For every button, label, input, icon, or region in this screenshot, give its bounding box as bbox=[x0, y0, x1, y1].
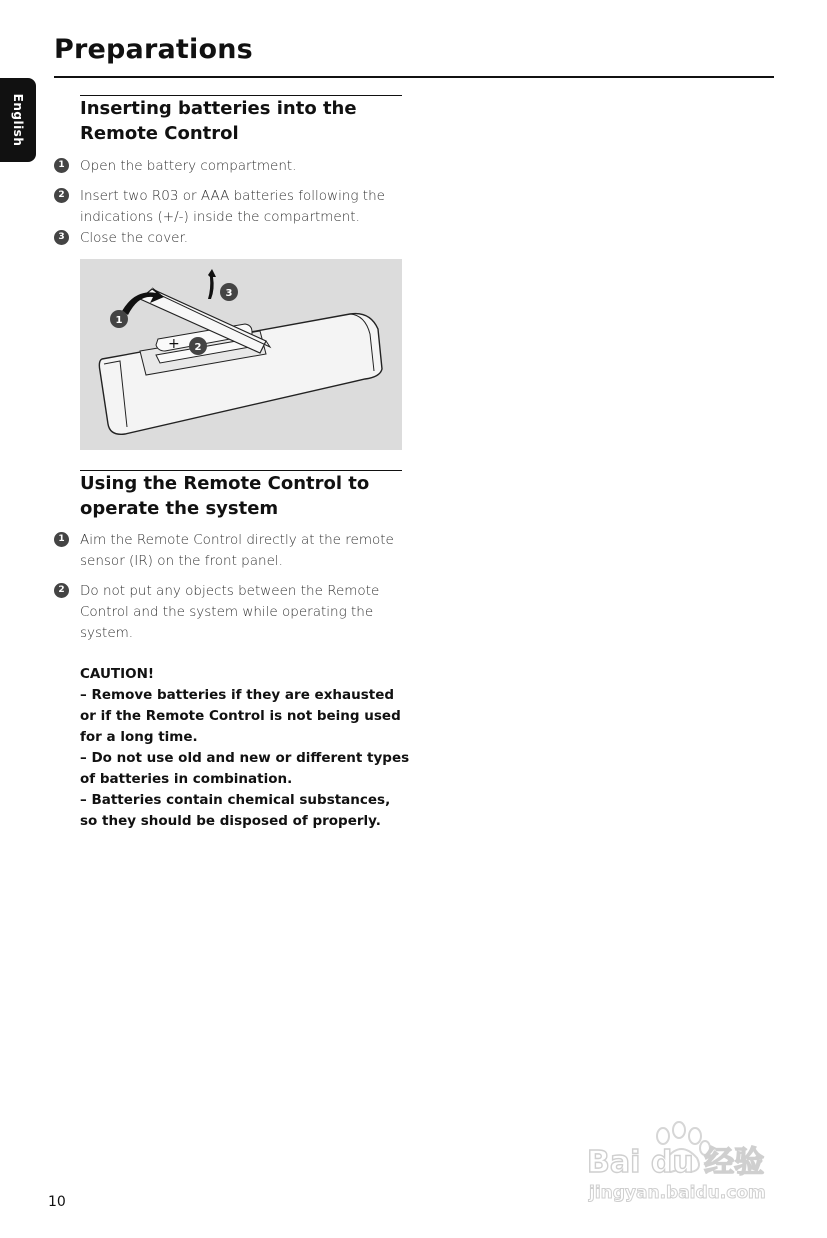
caution-item: – Do not use old and new or different types of batteries in combination. bbox=[80, 750, 410, 787]
list-item bbox=[54, 530, 404, 572]
section1-steps bbox=[54, 156, 404, 249]
step-text: Do not put any objects between the Remote Control and the system while operating the system. bbox=[80, 583, 380, 641]
step-number-2-icon: 2 bbox=[54, 188, 69, 203]
title-divider bbox=[54, 76, 774, 78]
baidu-watermark bbox=[585, 1118, 780, 1208]
caution-heading: CAUTION! bbox=[80, 666, 155, 682]
callout-2-label: 2 bbox=[194, 342, 202, 353]
caution-item: – Batteries contain chemical substances, so they should be disposed of properly. bbox=[80, 792, 391, 829]
step-number-3-icon: 3 bbox=[54, 230, 69, 245]
battery-insertion-illustration bbox=[80, 259, 402, 450]
section1-title: Inserting batteries into the Remote Control bbox=[80, 98, 357, 144]
paw-logo-icon bbox=[585, 1118, 780, 1208]
list-item bbox=[54, 228, 404, 249]
section2-steps bbox=[54, 530, 404, 644]
step-text: Close the cover. bbox=[80, 230, 189, 246]
language-tab bbox=[0, 78, 36, 162]
watermark-brand: Bai du 经验 bbox=[587, 1145, 765, 1180]
page-title: Preparations bbox=[54, 34, 253, 65]
callout-1-label: 1 bbox=[115, 315, 123, 326]
page-number: 10 bbox=[48, 1194, 66, 1210]
polarity-plus-label: + bbox=[168, 336, 180, 352]
section2-title: Using the Remote Control to operate the system bbox=[80, 473, 370, 519]
list-item bbox=[54, 186, 404, 228]
watermark-url: jingyan.baidu.com bbox=[589, 1183, 766, 1203]
step-number-1-icon: 1 bbox=[54, 532, 69, 547]
language-tab-label: English bbox=[11, 93, 25, 147]
step-text: Aim the Remote Control directly at the remote sensor (IR) on the front panel. bbox=[80, 532, 394, 569]
caution-block bbox=[80, 664, 410, 832]
caution-item: – Remove batteries if they are exhausted or if the Remote Control is not being used for a long time. bbox=[80, 687, 401, 745]
list-item bbox=[54, 156, 404, 177]
step-text: Insert two R03 or AAA batteries following the indications (+/-) inside the compartment. bbox=[80, 188, 385, 225]
step-number-1-icon: 1 bbox=[54, 158, 69, 173]
callout-3-label: 3 bbox=[225, 288, 233, 299]
step-text: Open the battery compartment. bbox=[80, 158, 297, 174]
list-item bbox=[54, 581, 404, 644]
remote-control-illustration bbox=[80, 259, 402, 450]
step-number-2-icon: 2 bbox=[54, 583, 69, 598]
